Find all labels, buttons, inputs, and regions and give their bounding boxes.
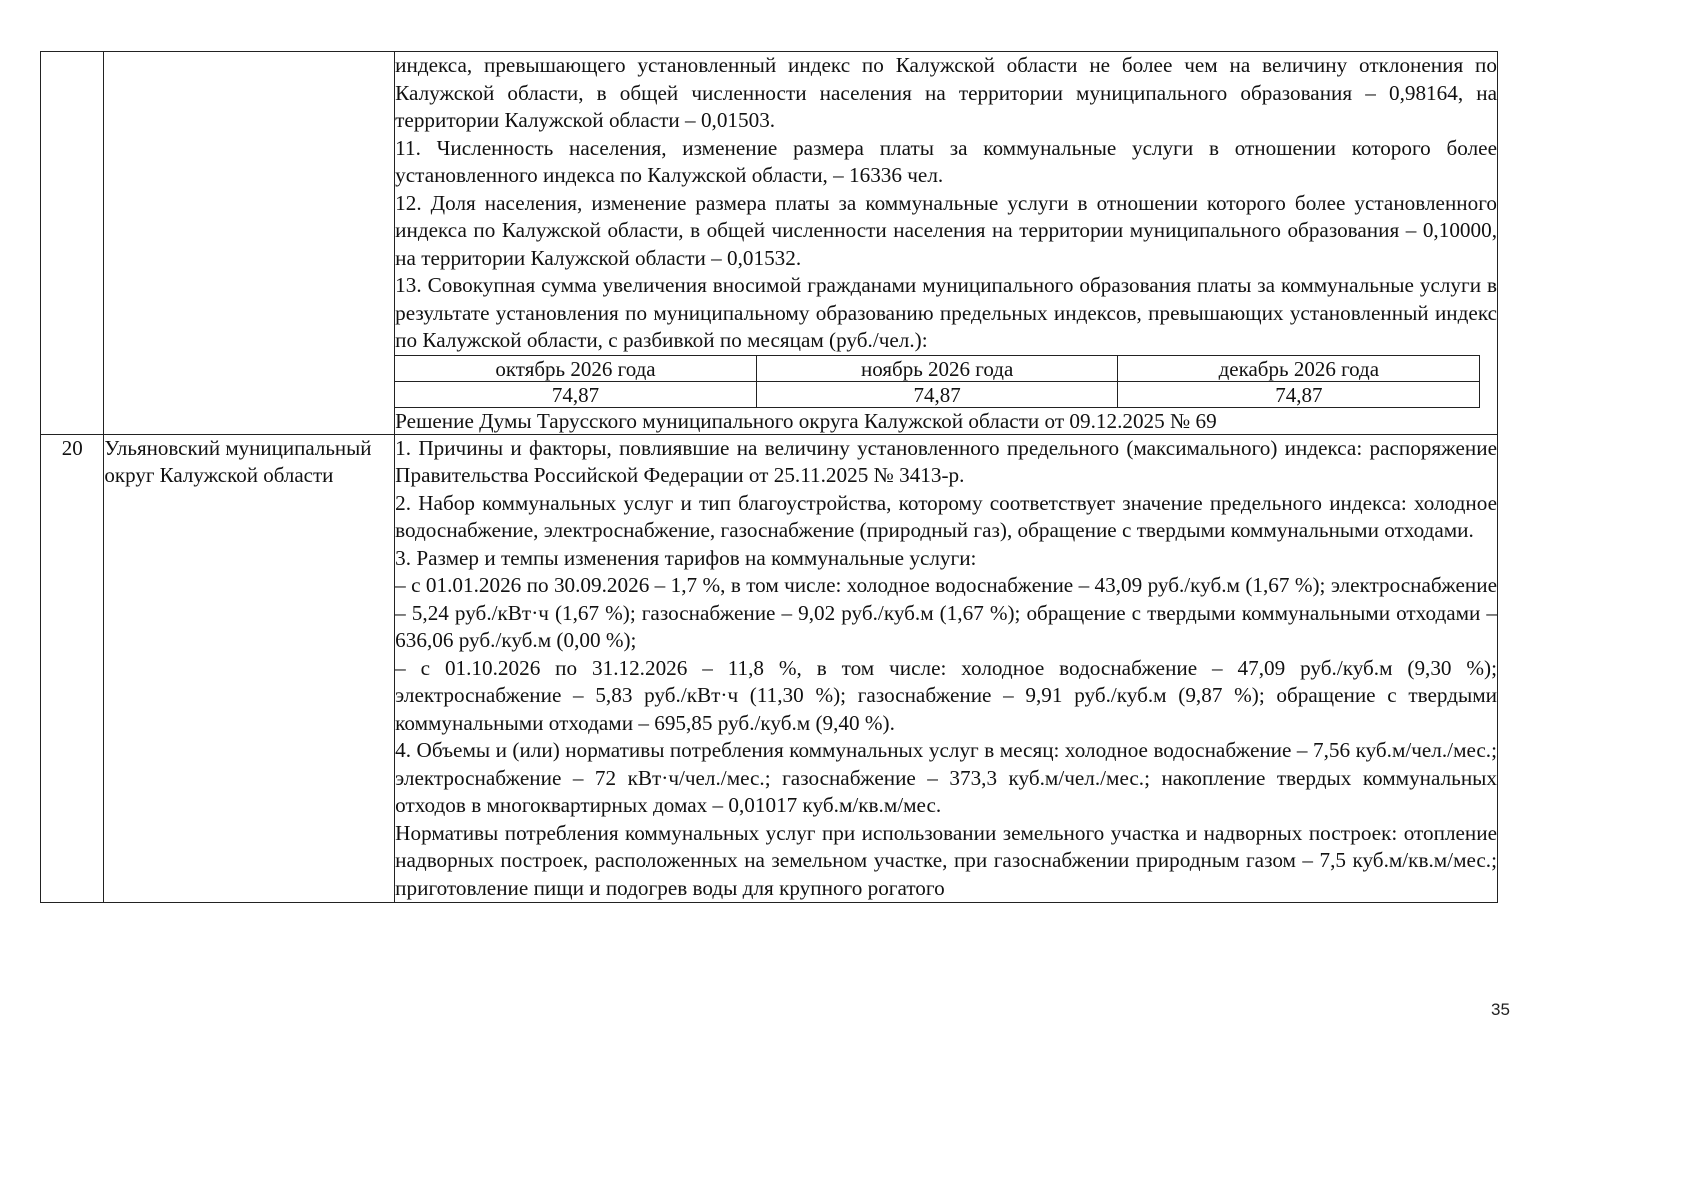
paragraph-4-consumption: 4. Объемы и (или) нормативы потребления коммунальных услуг в месяц: холодное водоснабжение – 7,56 куб.м/чел./мес.; электроснабжение – 72 кВт·ч/чел./мес.; газоснабжение – 373,3 куб.м/чел./мес.; накопление твердых коммунальных отходов в многоквартирных домах – 0,01017 куб.м/кв.м/мес. [395, 738, 1497, 817]
municipality-name-cell [104, 52, 395, 435]
row-number-cell: 20 [41, 434, 104, 903]
month-value-november: 74,87 [756, 381, 1118, 407]
paragraph-index-share: индекса, превышающего установленный индекс по Калужской области не более чем на величину отклонения по Калужской области, в общей численности населения на территории муниципального образования – 0,98164, на территории Калужской области – 0,01503. [395, 53, 1497, 132]
paragraph-2-services-set: 2. Набор коммунальных услуг и тип благоустройства, которому соответствует значение предельного индекса: холодное водоснабжение, электроснабжение, газоснабжение (природный газ), обращение с твердыми коммунальными отходами. [395, 490, 1497, 542]
paragraph-land-plot-norms: Нормативы потребления коммунальных услуг при использовании земельного участка и надворных построек: отопление надворных построек, расположенных на земельном участке, при газоснабжении природным газом – 7,5 куб.м/кв.м/мес.; приготовление пищи и подогрев воды для крупного рогатого [395, 820, 1497, 900]
details-cell [395, 52, 1498, 435]
paragraph-3-tariffs-heading: 3. Размер и темпы изменения тарифов на коммунальные услуги: [395, 545, 977, 570]
page-number: 35 [1491, 1000, 1510, 1019]
month-header-november: ноябрь 2026 года [756, 355, 1118, 381]
tariff-table [40, 51, 1498, 903]
month-value-october: 74,87 [395, 381, 757, 407]
paragraph-1-reasons: 1. Причины и факторы, повлиявшие на величину установленного предельного (максимального) индекса: распоряжение Правительства Российской Федерации от 25.11.2025 № 3413-р. [395, 435, 1497, 487]
paragraph-13-total-increase: 13. Совокупная сумма увеличения вносимой гражданами муниципального образования платы за коммунальные услуги в результате установления по муниципальному образованию предельных индексов, превышающих установленный индекс по Калужской области, с разбивкой по месяцам (руб./чел.): [395, 273, 1497, 352]
paragraph-12-population-share: 12. Доля населения, изменение размера платы за коммунальные услуги в отношении которого более установленного индекса по Калужской области, в общей численности населения на территории муниципального образования – 0,10000, на территории Калужской области – 0,01532. [395, 190, 1497, 270]
table-row-20 [41, 434, 1498, 903]
month-value-december: 74,87 [1118, 381, 1480, 407]
months-header-row [395, 355, 1480, 381]
month-header-october: октябрь 2026 года [395, 355, 757, 381]
monthly-increase-table [394, 355, 1480, 408]
details-cell [395, 434, 1498, 903]
paragraph-tariffs-period-2: – с 01.10.2026 по 31.12.2026 – 11,8 %, в том числе: холодное водоснабжение – 47,09 руб./куб.м (9,30 %); электроснабжение – 5,83 руб./кВт·ч (11,30 %); газоснабжение – 9,91 руб./куб.м (9,87 %); обращение с твердыми коммунальными отходами – 695,85 руб./куб.м (9,40 %). [395, 655, 1497, 735]
table-row-19-continued [41, 52, 1498, 435]
paragraph-tariffs-period-1: – с 01.01.2026 по 30.09.2026 – 1,7 %, в том числе: холодное водоснабжение – 43,09 руб./куб.м (1,67 %); электроснабжение – 5,24 руб./кВт·ч (1,67 %); газоснабжение – 9,02 руб./куб.м (1,67 %); обращение с твердыми коммунальными отходами – 636,06 руб./куб.м (0,00 %); [395, 573, 1497, 652]
paragraph-11-population: 11. Численность населения, изменение размера платы за коммунальные услуги в отношении которого более установленного индекса по Калужской области, – 16336 чел. [395, 135, 1497, 187]
duma-decision-reference: Решение Думы Тарусского муниципального округа Калужской области от 09.12.2025 № 69 [395, 408, 1217, 433]
months-value-row [395, 381, 1480, 407]
municipality-name-cell: Ульяновский муниципальный округ Калужской области [104, 434, 395, 903]
row-number-cell [41, 52, 104, 435]
month-header-december: декабрь 2026 года [1118, 355, 1480, 381]
